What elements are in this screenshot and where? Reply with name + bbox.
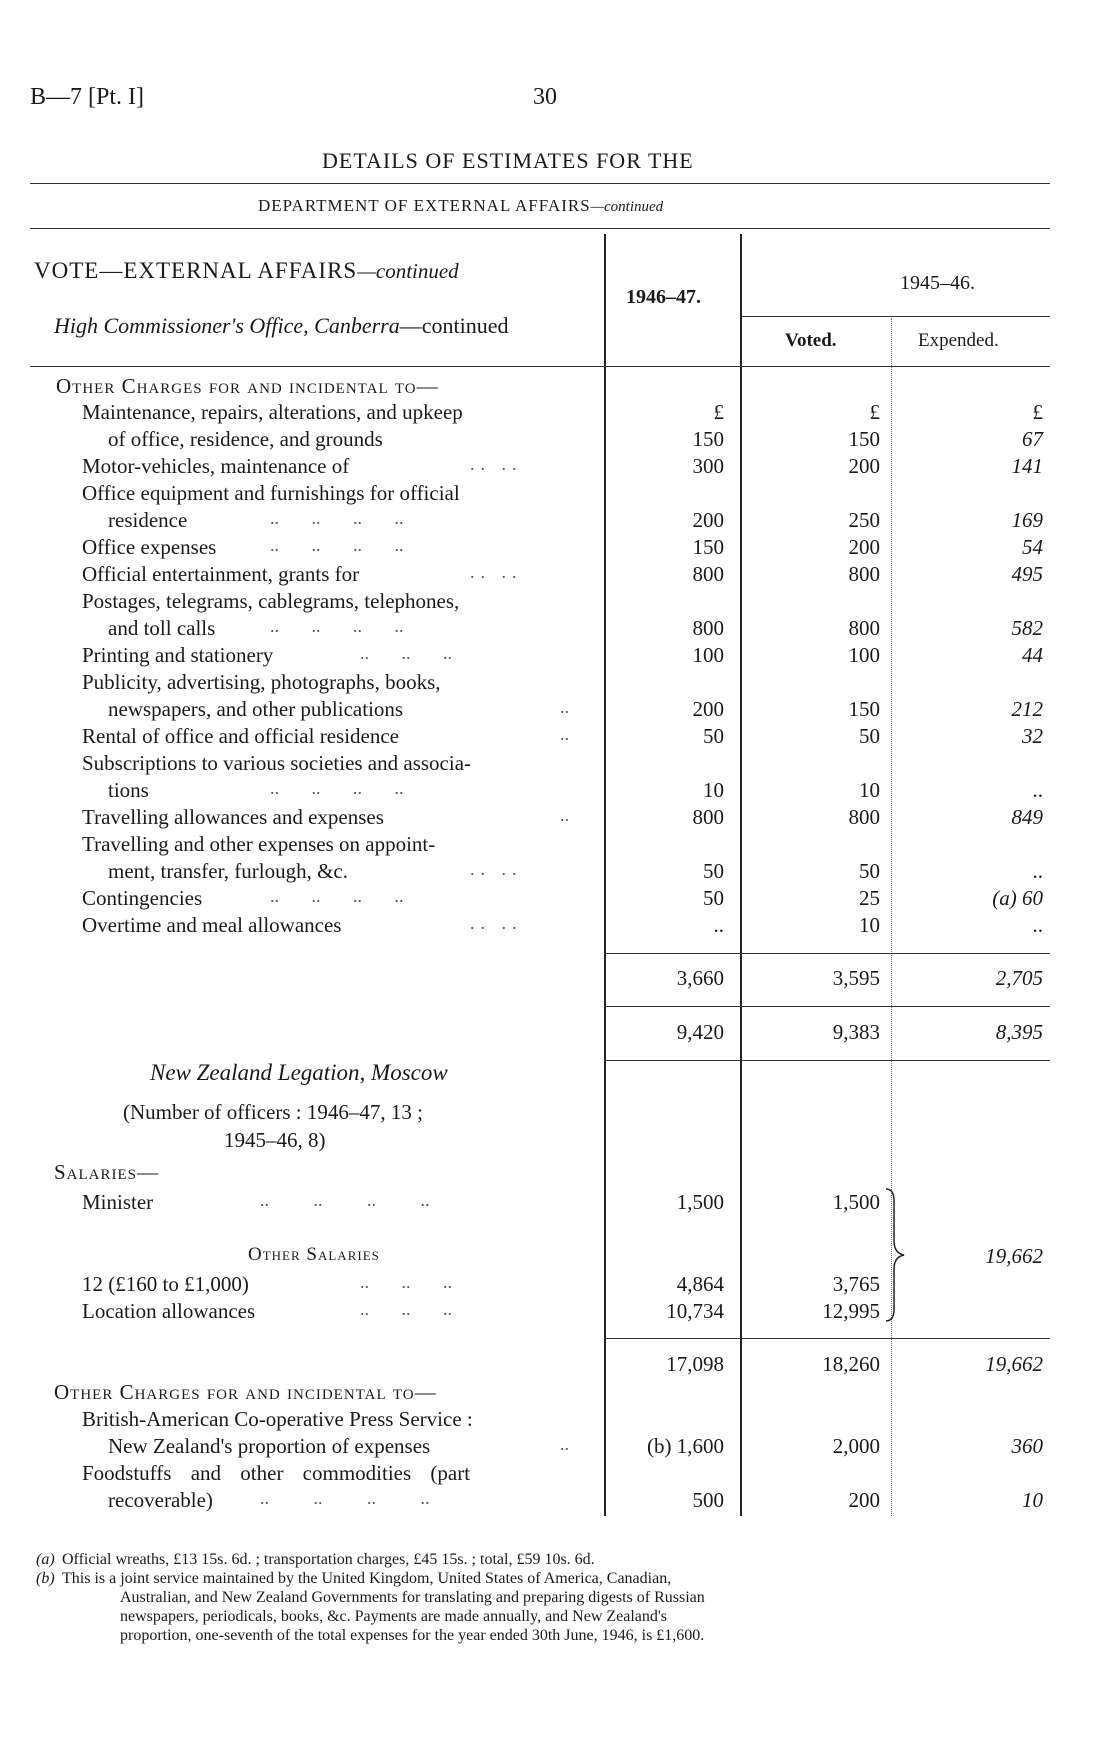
total-bottom-rule — [604, 1060, 1050, 1061]
legation-subtotal-rule — [604, 1338, 1050, 1339]
row-expended: .. — [1032, 913, 1043, 937]
leader-dots: .. — [560, 697, 569, 717]
row-expended: (a) 60 — [992, 886, 1043, 910]
row-expended: .. — [1032, 859, 1043, 883]
row-label-cont: newspapers, and other publications — [108, 697, 404, 721]
subtotal-rule — [604, 953, 1050, 954]
press-service-label-cont: New Zealand's proportion of expenses — [108, 1434, 431, 1458]
location-allowances-1946: 10,734 — [666, 1299, 724, 1323]
row-1946: 300 — [692, 454, 724, 478]
col-header-expended: Expended. — [918, 330, 999, 351]
row-1946: 800 — [692, 616, 724, 640]
row-expended: 32 — [1022, 724, 1043, 748]
foodstuffs-expended: 10 — [1022, 1488, 1043, 1512]
row-label-cont: residence — [108, 508, 188, 532]
minister-1946: 1,500 — [676, 1190, 724, 1214]
row-label-cont: ment, transfer, furlough, &c. — [108, 859, 349, 883]
footnote-b-line2: Australian, and New Zealand Governments for translating and preparing digests of Russian — [120, 1589, 705, 1606]
row-1946: 200 — [692, 508, 724, 532]
currency-1946: £ — [713, 400, 724, 424]
officers-note: (Number of officers : 1946–47, 13 ; — [123, 1100, 423, 1124]
row-expended: 67 — [1022, 427, 1043, 451]
foodstuffs-label: Foodstuffs and other commodities (part — [82, 1461, 471, 1485]
row-1946: 50 — [703, 886, 724, 910]
legation-total-voted: 18,260 — [822, 1352, 880, 1376]
currency-expended: £ — [1032, 400, 1043, 424]
total-rule — [604, 1006, 1050, 1007]
row-voted: 250 — [848, 508, 880, 532]
row-expended: .. — [1032, 778, 1043, 802]
footnote-b-mark: (b) — [36, 1570, 55, 1587]
footnote-b-line3: newspapers, periodicals, books, &c. Payments are made annually, and New Zealand's — [120, 1608, 668, 1625]
leader-dots: .. .. .. .. — [270, 535, 404, 555]
row-label: Postages, telegrams, cablegrams, telephones, — [82, 589, 460, 613]
row-expended: 582 — [1011, 616, 1043, 640]
row-1946: 50 — [703, 724, 724, 748]
row-label: Publicity, advertising, photographs, books, — [82, 670, 441, 694]
row-1946: 800 — [692, 805, 724, 829]
row-1946: 800 — [692, 562, 724, 586]
office-title: High Commissioner's Office, Canberra—continued — [54, 313, 509, 338]
legation-total-1946: 17,098 — [666, 1352, 724, 1376]
row-1946: .. — [713, 913, 724, 937]
row-label: Subscriptions to various societies and associa- — [82, 751, 472, 775]
row-label: Maintenance, repairs, alterations, and upkeep — [82, 400, 463, 424]
press-service-expended: 360 — [1011, 1434, 1043, 1458]
total-voted: 9,383 — [832, 1020, 880, 1044]
leader-dots: .. .. .. .. — [260, 1190, 430, 1210]
subtotal-voted: 3,595 — [832, 966, 880, 990]
minister-voted: 1,500 — [832, 1190, 880, 1214]
row-voted: 800 — [848, 805, 880, 829]
leader-dots: .. .. .. .. — [260, 1488, 430, 1508]
row-expended: 141 — [1011, 454, 1043, 478]
row-label: Rental of office and official residence — [82, 724, 399, 748]
leader-dots: .. .. .. .. — [270, 616, 404, 636]
row-label: Printing and stationery — [82, 643, 274, 667]
subtitle-rule — [30, 228, 1050, 229]
document-reference: B—7 [Pt. I] — [30, 84, 144, 110]
other-salaries-heading: Other Salaries — [248, 1244, 380, 1265]
row-1946: 150 — [692, 427, 724, 451]
press-service-label: British-American Co-operative Press Service : — [82, 1407, 473, 1431]
row-voted: 150 — [848, 697, 880, 721]
row-label: Official entertainment, grants for — [82, 562, 360, 586]
row-voted: 200 — [848, 535, 880, 559]
page-number: 30 — [533, 84, 557, 110]
col-rule-1946 — [740, 234, 742, 1516]
row-expended: 44 — [1022, 643, 1043, 667]
row-label: Overtime and meal allowances — [82, 913, 342, 937]
row-expended: 169 — [1011, 508, 1043, 532]
row-voted: 150 — [848, 427, 880, 451]
row-1946: 150 — [692, 535, 724, 559]
row-1946: 50 — [703, 859, 724, 883]
row-label-cont: tions — [108, 778, 149, 802]
total-1946: 9,420 — [676, 1020, 724, 1044]
row-label: Office equipment and furnishings for official — [82, 481, 460, 505]
row-expended: 54 — [1022, 535, 1043, 559]
total-expended: 8,395 — [995, 1020, 1043, 1044]
leader-dots: .. .. .. — [360, 1299, 452, 1319]
col-header-voted: Voted. — [785, 330, 837, 351]
leader-dots: .. .. — [470, 859, 523, 879]
salaries-heading: Salaries— — [54, 1160, 160, 1184]
subtotal-1946: 3,660 — [676, 966, 724, 990]
location-allowances-voted: 12,995 — [822, 1299, 880, 1323]
row-voted: 50 — [859, 859, 880, 883]
row-voted: 10 — [859, 778, 880, 802]
row-label: Office expenses — [82, 535, 217, 559]
row-voted: 50 — [859, 724, 880, 748]
row-expended: 212 — [1011, 697, 1043, 721]
leader-dots: .. — [560, 724, 569, 744]
currency-voted: £ — [869, 400, 880, 424]
col-rule-voted — [891, 318, 892, 1516]
row-label: Motor-vehicles, maintenance of — [82, 454, 350, 478]
row-1946: 200 — [692, 697, 724, 721]
leader-dots: .. .. .. — [360, 643, 452, 663]
leader-dots: .. .. — [470, 562, 523, 582]
legation-title: New Zealand Legation, Moscow — [150, 1060, 448, 1085]
page-subtitle: DEPARTMENT OF EXTERNAL AFFAIRS—continued — [258, 196, 664, 215]
leader-dots: .. — [560, 1434, 569, 1454]
row-label: Travelling allowances and expenses — [82, 805, 384, 829]
header-rule — [30, 366, 1050, 367]
footnote-a-mark: (a) — [36, 1551, 55, 1568]
row-voted: 800 — [848, 616, 880, 640]
foodstuffs-voted: 200 — [848, 1488, 880, 1512]
leader-dots: .. .. .. .. — [270, 508, 404, 528]
legation-total-expended: 19,662 — [985, 1352, 1043, 1376]
subtotal-expended: 2,705 — [995, 966, 1043, 990]
row-voted: 100 — [848, 643, 880, 667]
vote-title: VOTE—EXTERNAL AFFAIRS—continued — [34, 258, 459, 283]
row-label: Travelling and other expenses on appoint- — [82, 832, 436, 856]
officers-note-cont: 1945–46, 8) — [224, 1128, 326, 1152]
page-title: DETAILS OF ESTIMATES FOR THE — [322, 148, 694, 173]
salaries-expended: 19,662 — [985, 1244, 1043, 1268]
row-voted: 10 — [859, 913, 880, 937]
section-heading-other-charges: Other Charges for and incidental to— — [56, 374, 439, 398]
leader-dots: .. .. — [470, 454, 523, 474]
title-rule — [30, 183, 1050, 184]
foodstuffs-1946: 500 — [692, 1488, 724, 1512]
other-salaries-1946: 4,864 — [676, 1272, 724, 1296]
leader-dots: .. .. .. .. — [270, 778, 404, 798]
row-voted: 25 — [859, 886, 880, 910]
row-label-cont: and toll calls — [108, 616, 216, 640]
row-label: Contingencies — [82, 886, 203, 910]
leader-dots: .. .. — [470, 913, 523, 933]
footnote-b-line4: proportion, one-seventh of the total expenses for the year ended 30th June, 1946, is £1,600. — [120, 1627, 705, 1644]
row-voted: 200 — [848, 454, 880, 478]
press-service-voted: 2,000 — [832, 1434, 880, 1458]
leader-dots: .. .. .. — [360, 1272, 452, 1292]
group-rule — [742, 316, 1050, 317]
leader-dots: .. — [560, 805, 569, 825]
footnote-a: Official wreaths, £13 15s. 6d. ; transportation charges, £45 15s. ; total, £59 10s. 6d. — [62, 1551, 595, 1568]
col-header-1946-47: 1946–47. — [626, 286, 701, 308]
row-expended: 495 — [1011, 562, 1043, 586]
press-service-1946: (b) 1,600 — [647, 1434, 724, 1458]
row-1946: 10 — [703, 778, 724, 802]
minister-label: Minister — [82, 1190, 154, 1214]
other-salaries-label: 12 (£160 to £1,000) — [82, 1272, 249, 1296]
col-header-1945-46: 1945–46. — [900, 272, 975, 294]
other-salaries-voted: 3,765 — [832, 1272, 880, 1296]
leader-dots: .. .. .. .. — [270, 886, 404, 906]
section-heading-legation-other-charges: Other Charges for and incidental to— — [54, 1380, 437, 1404]
footnote-b-line1: This is a joint service maintained by the United Kingdom, United States of America, Canadian, — [62, 1570, 672, 1587]
row-1946: 100 — [692, 643, 724, 667]
row-label-cont: of office, residence, and grounds — [108, 427, 383, 451]
row-voted: 800 — [848, 562, 880, 586]
foodstuffs-label-cont: recoverable) — [108, 1488, 213, 1512]
location-allowances-label: Location allowances — [82, 1299, 256, 1323]
row-expended: 849 — [1011, 805, 1043, 829]
